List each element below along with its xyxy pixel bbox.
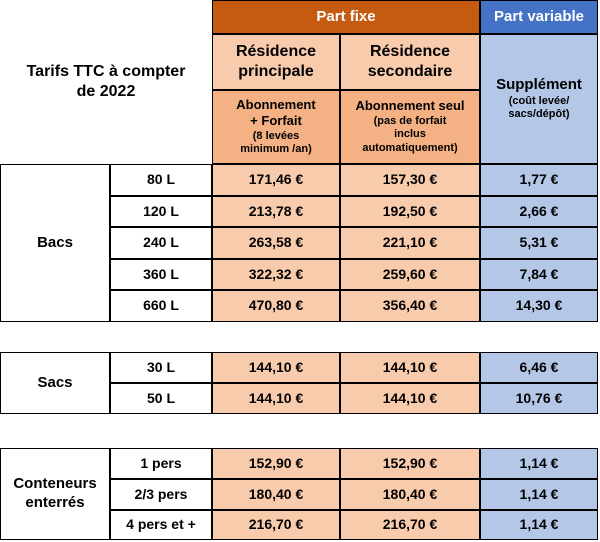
price-text: 5,31 € [519, 234, 559, 251]
price-text: 192,50 € [382, 202, 438, 219]
abonnement-forfait-note-line2: minimum /an) [240, 143, 312, 156]
table-title [0, 34, 212, 130]
price-supplement [480, 259, 598, 290]
abonnement-forfait-header [212, 90, 340, 164]
price-principale [212, 352, 340, 383]
part-variable-header [480, 0, 598, 34]
group-label-bacs [0, 164, 110, 322]
price-principale [212, 383, 340, 414]
price-principale [212, 227, 340, 259]
price-text: 1,77 € [519, 171, 559, 188]
residence-secondaire-line2: secondaire [367, 63, 453, 80]
group-label-sacs [0, 352, 110, 414]
part-fixe-header [212, 0, 480, 34]
abonnement-seul-header [340, 90, 480, 164]
residence-principale-line1: Résidence [235, 43, 317, 60]
price-supplement [480, 227, 598, 259]
table-row-volume [110, 196, 212, 227]
price-supplement [480, 479, 598, 510]
abonnement-seul-label: Abonnement seul [355, 98, 465, 114]
group-label-line2: enterrés [25, 494, 85, 511]
residence-principale-header [212, 34, 340, 90]
price-principale [212, 510, 340, 540]
price-text: 14,30 € [515, 297, 563, 314]
volume-text: 50 L [146, 389, 175, 406]
price-text: 213,78 € [248, 202, 304, 219]
price-secondaire [340, 352, 480, 383]
table-title-line1: Tarifs TTC à compter [26, 63, 186, 80]
volume-text: 2/3 pers [134, 485, 188, 502]
price-principale [212, 479, 340, 510]
abonnement-seul-note-line2: inclus [394, 128, 426, 141]
price-text: 1,14 € [519, 516, 559, 533]
price-secondaire [340, 196, 480, 227]
price-supplement [480, 196, 598, 227]
volume-text: 1 pers [140, 454, 182, 471]
price-text: 171,46 € [248, 171, 304, 188]
price-supplement [480, 164, 598, 196]
price-text: 144,10 € [248, 389, 304, 406]
price-secondaire [340, 259, 480, 290]
residence-secondaire-header [340, 34, 480, 90]
group-label-line1: Sacs [37, 373, 73, 391]
price-text: 144,10 € [248, 358, 304, 375]
price-text: 263,58 € [248, 234, 304, 251]
table-row-volume [110, 479, 212, 510]
price-text: 1,14 € [519, 454, 559, 471]
price-secondaire [340, 290, 480, 322]
supplement-label: Supplément [496, 75, 582, 93]
table-row-volume [110, 510, 212, 540]
price-text: 470,80 € [248, 297, 304, 314]
price-secondaire [340, 164, 480, 196]
price-text: 152,90 € [382, 454, 438, 471]
group-label-line1: Conteneurs [13, 475, 97, 493]
volume-text: 30 L [146, 358, 175, 375]
price-supplement [480, 352, 598, 383]
table-row-volume [110, 383, 212, 414]
price-secondaire [340, 510, 480, 540]
price-principale [212, 448, 340, 479]
table-row-volume [110, 227, 212, 259]
group-label-conteneurs [0, 448, 110, 540]
abonnement-forfait-line2: + Forfait [250, 113, 302, 129]
price-secondaire [340, 479, 480, 510]
price-supplement [480, 448, 598, 479]
price-text: 1,14 € [519, 485, 559, 502]
price-text: 6,46 € [519, 358, 559, 375]
group-label-line1: Bacs [37, 233, 73, 251]
residence-principale-line2: principale [238, 63, 314, 80]
volume-text: 80 L [146, 171, 175, 188]
part-fixe-label: Part fixe [316, 7, 376, 25]
table-row-volume [110, 290, 212, 322]
price-secondaire [340, 227, 480, 259]
price-text: 180,40 € [248, 485, 304, 502]
price-secondaire [340, 383, 480, 414]
abonnement-forfait-line1: Abonnement [236, 97, 316, 112]
price-secondaire [340, 448, 480, 479]
price-text: 10,76 € [515, 389, 563, 406]
price-text: 180,40 € [382, 485, 438, 502]
price-text: 7,84 € [519, 265, 559, 282]
price-text: 144,10 € [382, 389, 438, 406]
price-text: 152,90 € [248, 454, 304, 471]
price-text: 2,66 € [519, 202, 559, 219]
supplement-note-line2: sacs/dépôt) [508, 108, 570, 121]
volume-text: 360 L [143, 265, 179, 282]
volume-text: 240 L [143, 234, 179, 251]
price-text: 216,70 € [248, 516, 304, 533]
table-row-volume [110, 352, 212, 383]
volume-text: 4 pers et + [126, 516, 196, 533]
table-row-volume [110, 259, 212, 290]
price-text: 356,40 € [382, 297, 438, 314]
price-text: 221,10 € [382, 234, 438, 251]
abonnement-seul-note-line1: (pas de forfait [373, 114, 447, 127]
price-text: 322,32 € [248, 265, 304, 282]
price-supplement [480, 290, 598, 322]
abonnement-seul-note-line3: automatiquement) [362, 142, 458, 154]
price-principale [212, 259, 340, 290]
residence-secondaire-line1: Résidence [369, 43, 451, 60]
price-principale [212, 164, 340, 196]
price-supplement [480, 510, 598, 540]
volume-text: 660 L [143, 297, 179, 314]
price-text: 259,60 € [382, 265, 438, 282]
volume-text: 120 L [143, 202, 179, 219]
price-text: 157,30 € [382, 171, 438, 188]
table-title-line2: de 2022 [76, 83, 136, 100]
price-principale [212, 196, 340, 227]
table-row-volume [110, 448, 212, 479]
table-row-volume [110, 164, 212, 196]
price-text: 216,70 € [382, 516, 438, 533]
part-variable-label: Part variable [493, 7, 585, 25]
price-supplement [480, 383, 598, 414]
abonnement-forfait-note-line1: (8 levées [252, 129, 300, 142]
price-principale [212, 290, 340, 322]
supplement-note-line1: (coût levée/ [508, 94, 570, 107]
supplement-header [480, 34, 598, 164]
price-text: 144,10 € [382, 358, 438, 375]
